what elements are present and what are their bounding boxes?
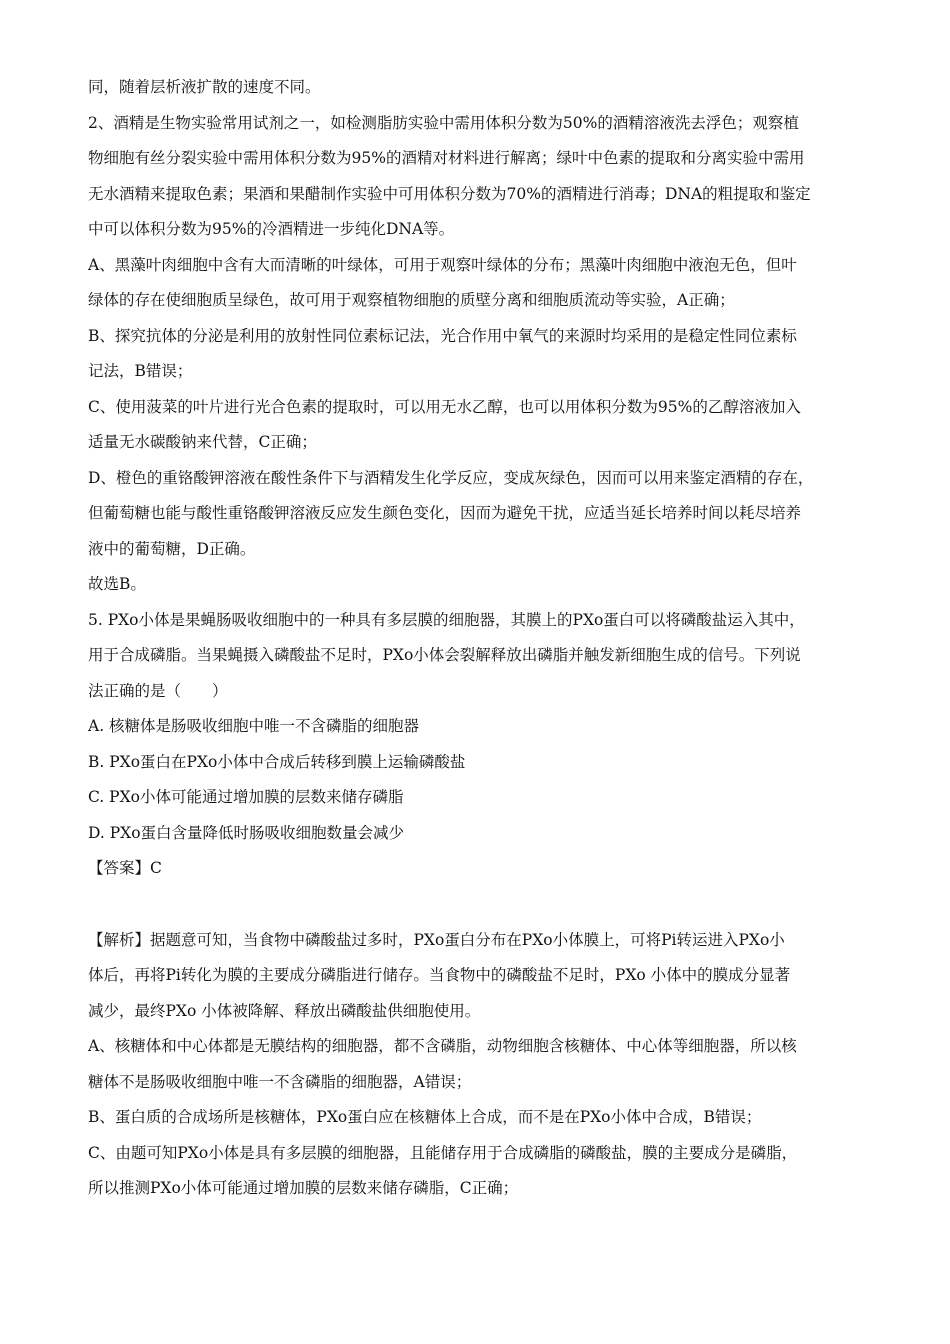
answer-line: 【答案】C	[88, 859, 162, 877]
text-line: 适量无水碳酸钠来代替，C正确；	[88, 433, 317, 451]
analysis-line: B、蛋白质的合成场所是核糖体，PXo蛋白应在核糖体上合成，而不是在PXo小体中合成，B错误；	[88, 1108, 762, 1126]
text-line: C、使用菠菜的叶片进行光合色素的提取时，可以用无水乙醇，也可以用体积分数为95%的乙醇溶液加入	[88, 397, 801, 416]
option-a: A. 核糖体是肠吸收细胞中唯一不含磷脂的细胞器	[88, 717, 420, 735]
analysis-line: 减少，最终PXo 小体被降解、释放出磷酸盐供细胞使用。	[88, 1001, 481, 1020]
text-line: 2、酒精是生物实验常用试剂之一，如检测脂肪实验中需用体积分数为50%的酒精溶液洗去浮色；观察植	[88, 113, 799, 132]
text-line: 同，随着层析液扩散的速度不同。	[88, 78, 321, 96]
text-line: 物细胞有丝分裂实验中需用体积分数为95%的酒精对材料进行解离；绿叶中色素的提取和分离实验中需用	[88, 149, 805, 167]
text-line: D、橙色的重铬酸钾溶液在酸性条件下与酒精发生化学反应，变成灰绿色，因而可以用来鉴定酒精的存在，	[88, 468, 814, 487]
question-line: 法正确的是（ ）	[88, 681, 228, 700]
text-line: B、探究抗体的分泌是利用的放射性同位素标记法，光合作用中氧气的来源时均采用的是稳定性同位素标	[88, 326, 797, 345]
option-d: D. PXo蛋白含量降低时肠吸收细胞数量会减少	[88, 823, 405, 842]
text-line: 绿体的存在使细胞质呈绿色，故可用于观察植物细胞的质壁分离和细胞质流动等实验，A正确；	[88, 291, 735, 309]
option-c: C. PXo小体可能通过增加膜的层数来储存磷脂	[88, 788, 404, 806]
analysis-line: C、由题可知PXo小体是具有多层膜的细胞器，且能储存用于合成磷脂的磷酸盐，膜的主要成分是磷脂，	[88, 1143, 798, 1162]
text-line: 中可以体积分数为95%的冷酒精进一步纯化DNA等。	[88, 220, 455, 238]
text-line: 记法，B错误；	[88, 362, 193, 380]
question-line: 用于合成磷脂。当果蝇摄入磷酸盐不足时，PXo小体会裂解释放出磷脂并触发新细胞生成的信号。下列说	[88, 646, 801, 664]
question-line: 5. PXo小体是果蝇肠吸收细胞中的一种具有多层膜的细胞器，其膜上的PXo蛋白可以将磷酸盐运入其中，	[88, 610, 805, 629]
analysis-line: A、核糖体和中心体都是无膜结构的细胞器，都不含磷脂，动物细胞含核糖体、中心体等细胞器，所以核	[88, 1037, 797, 1055]
text-line: A、黑藻叶肉细胞中含有大而清晰的叶绿体，可用于观察叶绿体的分布；黑藻叶肉细胞中液泡无色，但叶	[88, 255, 797, 274]
analysis-line: 糖体不是肠吸收细胞中唯一不含磷脂的细胞器，A错误；	[88, 1072, 472, 1091]
analysis-line: 所以推测PXo小体可能通过增加膜的层数来储存磷脂，C正确；	[88, 1179, 519, 1197]
document-body	[88, 74, 866, 1211]
paragraph-gap	[88, 891, 866, 927]
option-b: B. PXo蛋白在PXo小体中合成后转移到膜上运输磷酸盐	[88, 752, 466, 771]
text-line: 无水酒精来提取色素；果酒和果醋制作实验中可用体积分数为70%的酒精进行消毒；DNA的粗提取和鉴定	[88, 184, 811, 203]
text-line: 但葡萄糖也能与酸性重铬酸钾溶液反应发生颜色变化，因而为避免干扰，应适当延长培养时间以耗尽培养	[88, 504, 802, 522]
text-line: 故选B。	[88, 575, 146, 593]
analysis-line: 体后，再将Pi转化为膜的主要成分磷脂进行储存。当食物中的磷酸盐不足时，PXo 小体中的膜成分显著	[88, 966, 791, 984]
analysis-line: 【解析】据题意可知，当食物中磷酸盐过多时，PXo蛋白分布在PXo小体膜上，可将Pi转运进入PXo小	[88, 930, 785, 949]
text-line: 液中的葡萄糖，D正确。	[88, 539, 256, 558]
